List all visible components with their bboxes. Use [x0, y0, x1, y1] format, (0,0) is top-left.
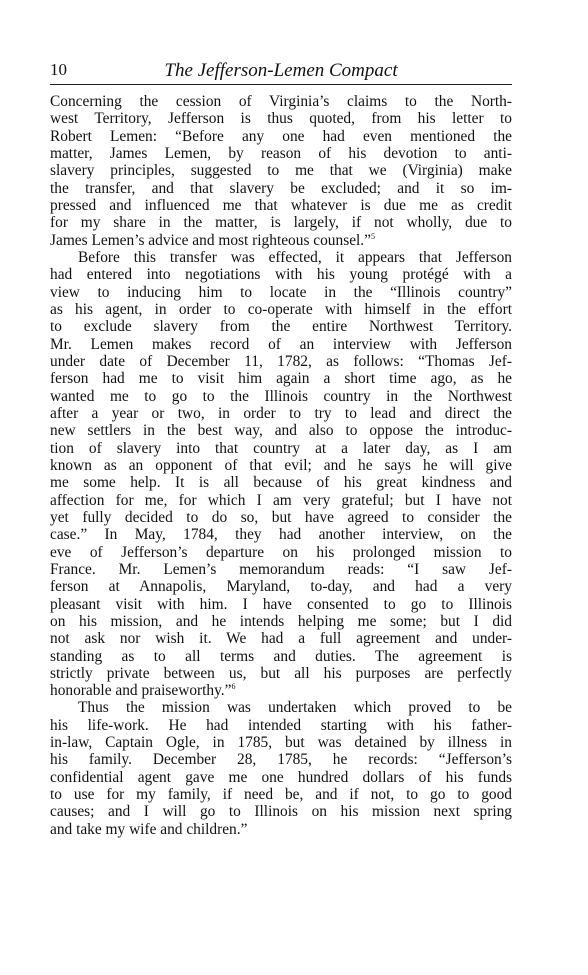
- text-line: [50, 197, 512, 214]
- text-line: [50, 457, 512, 474]
- footnote-marker: 5: [370, 231, 375, 241]
- text-line: [50, 232, 512, 249]
- page-number: 10: [50, 60, 67, 79]
- line-text: Concerning the cession of Virginia’s claims to the North-: [50, 93, 512, 110]
- line-text: in-law, Captain Ogle, in 1785, but was detained by illness in: [50, 734, 512, 752]
- text-line: [50, 474, 512, 491]
- line-text: for my share in the matter, is largely, if not wholly, due to: [50, 214, 512, 232]
- line-text: had entered into negotiations with his young protégé with a: [50, 266, 512, 284]
- text-line: [50, 682, 512, 699]
- text-line: [50, 561, 512, 578]
- text-line: [50, 284, 512, 301]
- text-line: [50, 803, 512, 820]
- text-line: [50, 492, 512, 509]
- text-line: [50, 266, 512, 283]
- line-text: eve of Jefferson’s departure on his prolonged mission to: [50, 543, 512, 561]
- text-line: [50, 509, 512, 526]
- text-line: [50, 648, 512, 665]
- text-line: [50, 751, 512, 768]
- line-text: causes; and I will go to Illinois on his mission next spring: [50, 803, 512, 821]
- text-line: [50, 734, 512, 751]
- line-text: on his mission, and he intends helping me some; but I did: [50, 612, 512, 630]
- line-text: after a year or two, in order to try to lead and direct the: [50, 404, 512, 422]
- text-line: [50, 821, 512, 838]
- line-text: matter, James Lemen, by reason of his devotion to anti-: [50, 144, 512, 162]
- line-text: James Lemen’s advice and most righteous counsel.”: [50, 231, 371, 249]
- text-line: [50, 110, 512, 127]
- text-line: [50, 370, 512, 387]
- text-line: [50, 128, 512, 145]
- line-text: tion of slavery into that country at a later day, as I am: [50, 439, 512, 457]
- header-rule: [50, 84, 512, 85]
- line-text: as his agent, in order to co-operate with himself in the effort: [50, 300, 512, 318]
- line-text: case.” In May, 1784, they had another interview, on the: [50, 526, 512, 544]
- line-text: known as an opponent of that evil; and he says he will give: [50, 456, 512, 474]
- text-line: [50, 214, 512, 231]
- text-line: [50, 578, 512, 595]
- text-line: [50, 596, 512, 613]
- text-line: [50, 249, 512, 266]
- text-line: [50, 301, 512, 318]
- text-line: [50, 180, 512, 197]
- line-text: pleasant visit with him. I have consented to go to Illinois: [50, 595, 512, 613]
- text-line: [50, 786, 512, 803]
- line-text: standing as to all terms and duties. The agreement is: [50, 647, 512, 665]
- text-line: [50, 145, 512, 162]
- line-text: to exclude slavery from the entire Northwest Territory.: [50, 318, 512, 336]
- line-text: me some help. It is all because of his great kindness and: [50, 474, 512, 492]
- text-line: [50, 422, 512, 439]
- line-text: Mr. Lemen makes record of an interview with Jefferson: [50, 335, 512, 353]
- line-text: confidential agent gave me one hundred dollars of his funds: [50, 768, 512, 786]
- line-text: under date of December 11, 1782, as follows: “Thomas Jef-: [50, 352, 512, 370]
- text-line: [50, 630, 512, 647]
- line-text: Thus the mission was undertaken which proved to be: [78, 699, 512, 717]
- text-line: [50, 717, 512, 734]
- paragraph: [50, 93, 512, 249]
- text-line: [50, 388, 512, 405]
- line-text: Robert Lemen: “Before any one had even mentioned the: [50, 127, 512, 145]
- text-line: [50, 336, 512, 353]
- body-text: [50, 93, 512, 838]
- line-text: strictly private between us, but all his purposes are perfectly: [50, 664, 512, 682]
- line-text: affection for me, for which I am very grateful; but I have not: [50, 491, 512, 509]
- line-text: France. Mr. Lemen’s memorandum reads: “I saw Jef-: [50, 560, 512, 578]
- line-text: view to inducing him to locate in the “Illinois country”: [50, 283, 512, 301]
- text-line: [50, 93, 512, 110]
- text-line: [50, 440, 512, 457]
- line-text: ferson at Annapolis, Maryland, to-day, and had a very: [50, 578, 512, 596]
- footnote-marker: 6: [231, 682, 236, 692]
- line-text: yet fully decided to do so, but have agreed to consider the: [50, 508, 512, 526]
- text-line: [50, 544, 512, 561]
- line-text: his family. December 28, 1785, he records: “Jefferson’s: [50, 751, 512, 769]
- line-text: honorable and praiseworthy.”: [50, 682, 232, 700]
- line-text: slavery principles, suggested to me that we (Virginia) make: [50, 162, 512, 180]
- paragraph: [50, 249, 512, 700]
- line-text: ferson had me to visit him again a short time ago, as he: [50, 370, 512, 388]
- line-text: his life-work. He had intended starting with his father-: [50, 716, 512, 734]
- text-line: [50, 665, 512, 682]
- page-header: [50, 60, 512, 90]
- line-text: pressed and influenced me that whatever is due me as credit: [50, 196, 512, 214]
- line-text: the transfer, and that slavery be excluded; and it so im-: [50, 179, 512, 197]
- line-text: new settlers in the best way, and also to oppose the introduc-: [50, 422, 512, 440]
- text-line: [50, 162, 512, 179]
- line-text: to use for my family, if need be, and if not, to go to good: [50, 786, 512, 804]
- paragraph: [50, 699, 512, 838]
- text-line: [50, 526, 512, 543]
- text-line: [50, 405, 512, 422]
- line-text: west Territory, Jefferson is thus quoted, from his letter to: [50, 110, 512, 128]
- line-text: wanted me to go to the Illinois country in the Northwest: [50, 387, 512, 405]
- text-line: [50, 699, 512, 716]
- line-text: and take my wife and children.”: [50, 820, 248, 838]
- running-title: The Jefferson-Lemen Compact: [164, 60, 398, 81]
- text-line: [50, 769, 512, 786]
- text-line: [50, 318, 512, 335]
- text-line: [50, 353, 512, 370]
- text-line: [50, 613, 512, 630]
- line-text: Before this transfer was effected, it appears that Jefferson: [78, 248, 512, 266]
- line-text: not ask nor wish it. We had a full agreement and under-: [50, 630, 512, 648]
